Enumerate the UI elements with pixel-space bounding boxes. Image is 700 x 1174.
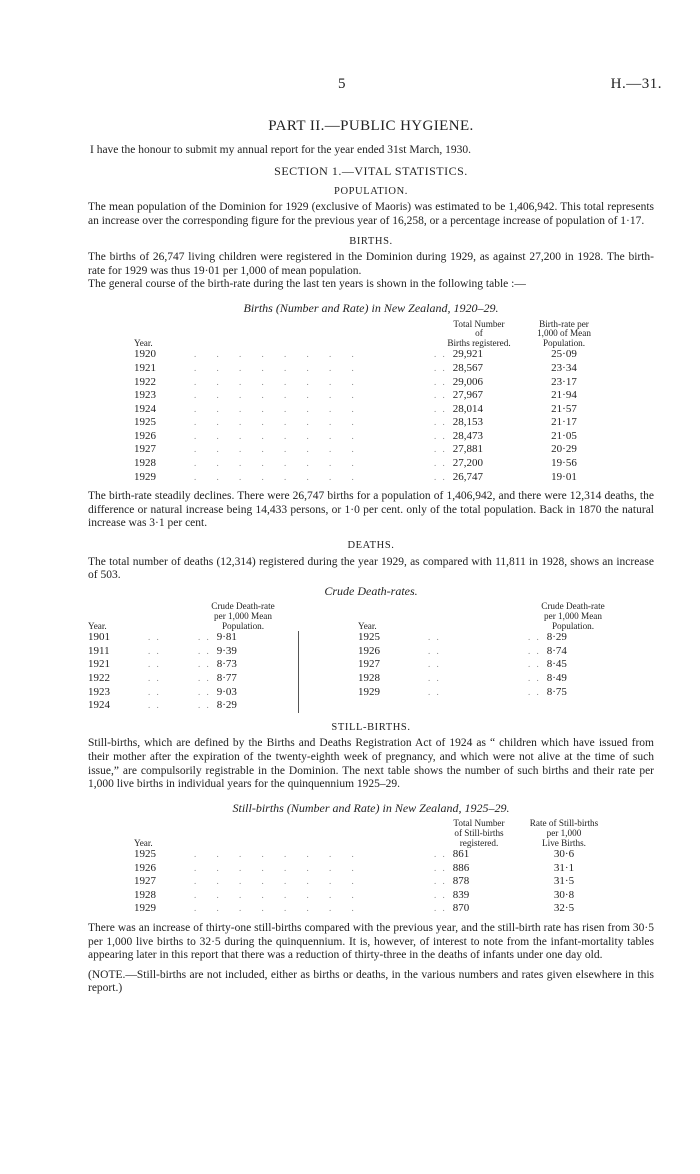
births-paragraph-1: The births of 26,747 living children were registered in the Dominion during 1929, as against 27,200 in 1928. The birth-rate for 1929 was thus 19·01 per 1,000 of mean population. [88, 251, 654, 277]
cell-rate [188, 631, 298, 645]
stillbirths-rows [134, 848, 604, 916]
stillbirths-col-rate: Rate of Still-births per 1,000 Live Births. [529, 818, 599, 848]
total-value: 29,006 [452, 375, 483, 388]
table-row [134, 848, 604, 862]
deaths-table-title: Crude Death-rates. [324, 583, 418, 598]
leader-dots: . . [528, 659, 541, 670]
leader-dots: . . [434, 471, 447, 482]
cell-total [434, 889, 524, 903]
stillbirths-col-total: Total Number of Still-births registered. [453, 818, 505, 848]
cell-rate [518, 672, 628, 686]
column-separator [298, 658, 358, 672]
leader-dots: . . . . . . . . [194, 403, 363, 414]
cell-year: 1925 [134, 848, 156, 861]
deaths-rows [88, 631, 628, 713]
leader-dots: . . [428, 632, 441, 643]
cell-rate [188, 699, 298, 713]
deaths-col-year-right: Year. [358, 620, 377, 631]
leader-dots: . . [434, 458, 447, 469]
stillbirths-heading: STILL-BIRTHS. [331, 721, 411, 733]
table-row [134, 443, 604, 457]
table-row [134, 875, 604, 889]
table-row [134, 376, 604, 390]
deaths-heading: DEATHS. [347, 540, 395, 552]
leader-dots: . . . . . . . . [194, 349, 363, 360]
leader-dots: . . [434, 862, 447, 873]
cell-rate: 21·05 [551, 429, 577, 442]
cell-total [434, 457, 524, 471]
cell-year: 1921 [134, 361, 156, 374]
document-reference: H.—31. [610, 76, 662, 92]
leader-dots: . . [148, 672, 161, 683]
cell-total [434, 362, 524, 376]
column-separator [298, 699, 358, 713]
column-separator [298, 645, 358, 659]
cell-year: 1927 [358, 658, 380, 671]
rate-value: 9·03 [216, 685, 237, 698]
cell-year: 1924 [88, 699, 110, 712]
births-table-title: Births (Number and Rate) in New Zealand, 1920–29. [243, 300, 499, 315]
cell-rate: 19·01 [551, 470, 577, 483]
leader-dots: . . [148, 700, 161, 711]
deaths-table [88, 602, 628, 712]
table-row [134, 416, 604, 430]
cell-rate [518, 631, 628, 645]
births-rows [134, 348, 604, 484]
column-separator [298, 686, 358, 700]
leader-dots: . . [434, 430, 447, 441]
population-heading: POPULATION. [334, 185, 408, 197]
table-row [134, 389, 604, 403]
cell-year: 1928 [358, 671, 380, 684]
leader-dots: . . . . . . . . [194, 444, 363, 455]
cell-year: 1920 [134, 348, 156, 361]
leader-dots: . . [434, 903, 447, 914]
cell-rate: 31·1 [553, 861, 575, 874]
stillbirths-table [134, 819, 604, 916]
cell-rate: 30·6 [553, 848, 575, 861]
cell-year: 1928 [134, 457, 156, 470]
table-row [134, 348, 604, 362]
cell-total [434, 348, 524, 362]
cell-year: 1926 [134, 429, 156, 442]
deaths-paragraph: The total number of deaths (12,314) registered during the year 1929, as compared with 11,811 in 1928, shows an increase of 503. [88, 555, 654, 582]
leader-dots: . . [528, 632, 541, 643]
leader-dots: . . [528, 686, 541, 697]
part-title: PART II.—PUBLIC HYGIENE. [268, 118, 474, 134]
cell-year: 1928 [134, 888, 156, 901]
document-body [88, 120, 654, 996]
stillbirths-table-title: Still-births (Number and Rate) in New Zealand, 1925–29. [232, 800, 510, 815]
cell-year: 1926 [134, 861, 156, 874]
deaths-col-year-left: Year. [88, 620, 107, 631]
table-row [88, 631, 628, 645]
rate-value: 8·29 [216, 699, 237, 712]
cell-year: 1924 [134, 402, 156, 415]
stillbirths-col-year: Year. [134, 837, 153, 848]
leader-dots: . . [434, 349, 447, 360]
cell-total [434, 443, 524, 457]
total-value: 839 [452, 888, 470, 901]
stillbirths-paragraph-1: Still-births, which are defined by the Births and Deaths Registration Act of 1924 as “ children which have issued from their mother after the expiration of the twenty-eighth week of pregnancy, and which were not alive at the time of such issue,” are compulsorily registrable in the Dominion. The next table shows the number of such births and their rate per 1,000 live births in individual years for the quinquennium 1925–29. [88, 737, 654, 791]
leader-dots: . . [148, 645, 161, 656]
leader-dots: . . [434, 376, 447, 387]
leader-dots: . . [428, 645, 441, 656]
cell-rate [518, 645, 628, 659]
rate-value: 9·39 [216, 644, 237, 657]
cell-year: 1923 [134, 389, 156, 402]
stillbirths-note: (NOTE.—Still-births are not included, either as births or deaths, in the various numbers and rates given elsewhere in this report.) [88, 968, 654, 995]
births-col-total: Total Number of Births registered. [447, 318, 511, 348]
table-row [134, 403, 604, 417]
leader-dots: . . . . . . . . [194, 417, 363, 428]
rate-value: 8·45 [546, 658, 567, 671]
column-separator [298, 631, 358, 645]
column-separator [298, 672, 358, 686]
cell-rate: 32·5 [553, 902, 575, 915]
cell-year: 1922 [88, 671, 110, 684]
total-value: 886 [452, 861, 470, 874]
table-row [88, 672, 628, 686]
leader-dots: . . . . . . . . [194, 390, 363, 401]
rate-value: 8·73 [216, 658, 237, 671]
rate-value: 8·77 [216, 671, 237, 684]
total-value: 870 [452, 902, 470, 915]
leader-dots: . . . . . . . . [194, 376, 363, 387]
total-value: 28,567 [452, 361, 483, 374]
leader-dots: . . [198, 659, 211, 670]
leader-dots: . . [434, 390, 447, 401]
total-value: 28,153 [452, 416, 483, 429]
cell-total [434, 862, 524, 876]
cell-rate: 23·17 [551, 375, 577, 388]
cell-year: 1927 [134, 875, 156, 888]
cell-rate [188, 645, 298, 659]
table-row [134, 902, 604, 916]
leader-dots: . . . . . . . . [194, 430, 363, 441]
leader-dots: . . [148, 659, 161, 670]
table-row [134, 430, 604, 444]
total-value: 27,200 [452, 457, 483, 470]
leader-dots: . . [148, 632, 161, 643]
cell-rate [188, 686, 298, 700]
births-table [134, 320, 604, 485]
page-header [0, 78, 700, 94]
cell-rate: 25·09 [551, 348, 577, 361]
leader-dots: . . [428, 686, 441, 697]
cell-rate: 21·57 [551, 402, 577, 415]
cell-total [434, 416, 524, 430]
cell-rate: 19·56 [551, 457, 577, 470]
section-title: SECTION 1.—VITAL STATISTICS. [274, 164, 468, 179]
leader-dots: . . [428, 659, 441, 670]
total-value: 861 [452, 848, 470, 861]
table-row [88, 658, 628, 672]
cell-year: 1925 [134, 416, 156, 429]
cell-total [434, 875, 524, 889]
cell-rate: 21·94 [551, 389, 577, 402]
cell-rate [518, 686, 628, 700]
leader-dots: . . . . . . . . [194, 362, 363, 373]
leader-dots: . . [198, 645, 211, 656]
cell-rate: 31·5 [553, 875, 575, 888]
leader-dots: . . . . . . . . [194, 849, 363, 860]
leader-dots: . . [428, 672, 441, 683]
leader-dots: . . [434, 403, 447, 414]
total-value: 27,967 [452, 389, 483, 402]
cell-total [434, 376, 524, 390]
leader-dots: . . [198, 700, 211, 711]
cell-year: 1929 [358, 685, 380, 698]
cell-year: 1911 [88, 644, 110, 657]
cell-year: 1921 [88, 658, 110, 671]
table-row [134, 471, 604, 485]
leader-dots: . . [528, 645, 541, 656]
births-heading: BIRTHS. [349, 235, 393, 247]
births-paragraph-2: The general course of the birth-rate during the last ten years is shown in the following table :— [88, 278, 526, 291]
table-row [134, 862, 604, 876]
leader-dots: . . . . . . . . [194, 471, 363, 482]
total-value: 26,747 [452, 470, 483, 483]
table-row [134, 362, 604, 376]
table-row [88, 699, 628, 713]
total-value: 27,881 [452, 443, 483, 456]
cell-year: 1923 [88, 685, 110, 698]
total-value: 28,014 [452, 402, 483, 415]
total-value: 29,921 [452, 348, 483, 361]
leader-dots: . . [434, 876, 447, 887]
rate-value: 8·49 [546, 671, 567, 684]
leader-dots: . . [434, 444, 447, 455]
leader-dots: . . [434, 417, 447, 428]
cell-rate [188, 658, 298, 672]
leader-dots: . . . . . . . . [194, 458, 363, 469]
cell-total [434, 471, 524, 485]
cell-year: 1929 [134, 470, 156, 483]
cell-year: 1925 [358, 631, 380, 644]
leader-dots: . . [434, 889, 447, 900]
deaths-col-rate-left: Crude Death-rate per 1,000 Mean Population. [211, 601, 275, 631]
cell-rate: 23·34 [551, 361, 577, 374]
rate-value: 9·81 [216, 631, 237, 644]
rate-value: 8·75 [546, 685, 567, 698]
leader-dots: . . . . . . . . [194, 862, 363, 873]
cell-rate [188, 672, 298, 686]
leader-dots: . . [198, 632, 211, 643]
population-paragraph: The mean population of the Dominion for 1929 (exclusive of Maoris) was estimated to be 1,406,942. This total represents an increase over the corresponding figure for the previous year of 16,258, or a percentage increase of population of 1·17. [88, 201, 654, 227]
cell-total [434, 403, 524, 417]
cell-rate: 30·8 [553, 888, 575, 901]
cell-total [434, 389, 524, 403]
table-row [88, 686, 628, 700]
cell-total [434, 430, 524, 444]
stillbirths-paragraph-2: There was an increase of thirty-one still-births compared with the previous year, and the still-birth rate has risen from 30·5 per 1,000 live births to 32·5 during the quinquennium. It is, however, of interest to note from the infant-mortality tables appearing later in this report that there was a reduction of thirty-three in the deaths of infants under one day old. [88, 922, 654, 962]
leader-dots: . . [198, 686, 211, 697]
table-row [88, 645, 628, 659]
table-row [134, 889, 604, 903]
rate-value: 8·74 [546, 644, 567, 657]
leader-dots: . . [148, 686, 161, 697]
page-number: 5 [338, 76, 346, 92]
births-col-rate: Birth-rate per 1,000 of Mean Population. [537, 318, 591, 348]
cell-total [434, 848, 524, 862]
cell-year: 1926 [358, 644, 380, 657]
cell-rate [518, 658, 628, 672]
leader-dots: . . . . . . . . [194, 876, 363, 887]
cell-year: 1927 [134, 443, 156, 456]
total-value: 878 [452, 875, 470, 888]
births-paragraph-3: The birth-rate steadily declines. There were 26,747 births for a population of 1,406,942, and there were 12,314 deaths, the difference or natural increase being 14,433 persons, or 1·0 per cent. only of the total population. Back in 1870 the natural increase was 3·1 per cent. [88, 490, 654, 530]
cell-year: 1929 [134, 902, 156, 915]
deaths-col-rate-right: Crude Death-rate per 1,000 Mean Population. [541, 601, 605, 631]
cell-year: 1901 [88, 631, 110, 644]
leader-dots: . . . . . . . . [194, 889, 363, 900]
births-col-year: Year. [134, 337, 153, 348]
table-row [134, 457, 604, 471]
total-value: 28,473 [452, 429, 483, 442]
leader-dots: . . [434, 362, 447, 373]
leader-dots: . . . . . . . . [194, 903, 363, 914]
cell-year: 1922 [134, 375, 156, 388]
cell-rate: 20·29 [551, 443, 577, 456]
leader-dots: . . [434, 849, 447, 860]
leader-dots: . . [198, 672, 211, 683]
cell-total [434, 902, 524, 916]
cell-rate: 21·17 [551, 416, 577, 429]
leader-dots: . . [528, 672, 541, 683]
intro-paragraph: I have the honour to submit my annual report for the year ended 31st March, 1930. [90, 143, 471, 156]
rate-value: 8·29 [546, 631, 567, 644]
